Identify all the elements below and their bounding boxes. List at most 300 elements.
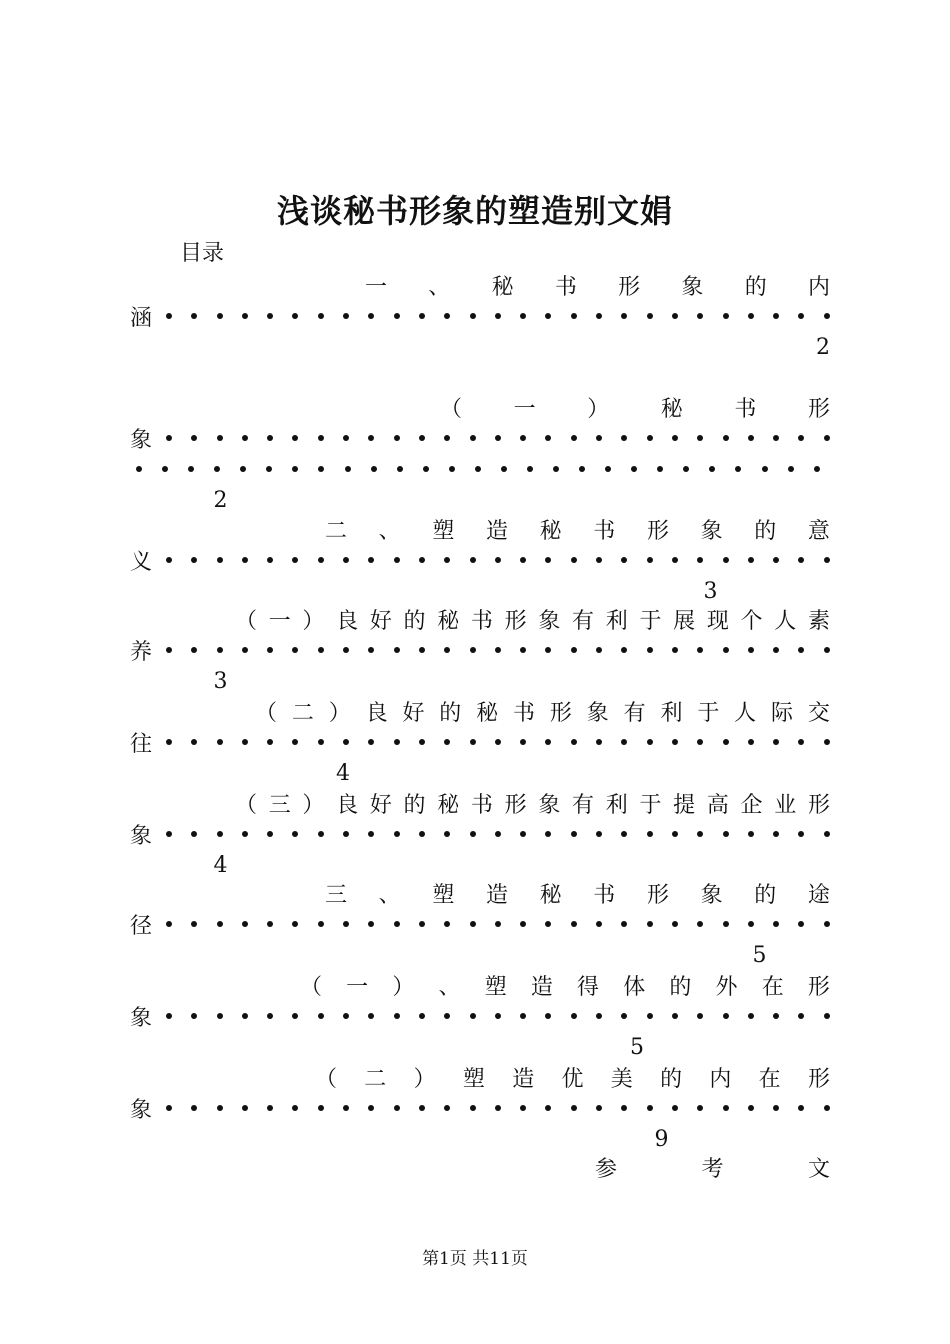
leader-dot [267, 313, 273, 319]
heading-char: 造 [485, 882, 508, 908]
heading-char: 二 [291, 700, 314, 726]
heading-char: 良 [336, 608, 359, 634]
toc-page-number: 2 [213, 487, 228, 513]
toc-references-heading [595, 1150, 830, 1184]
heading-char: 提 [673, 792, 696, 818]
heading-char: 一 [513, 396, 536, 422]
leader-dot [267, 647, 273, 653]
leader-dot [520, 1013, 526, 1019]
leader-dot [343, 647, 349, 653]
leader-dot [242, 921, 248, 927]
heading-char: 书 [734, 396, 757, 422]
leader-dot [501, 466, 507, 472]
leader-dots [166, 313, 830, 319]
leader-dot [748, 739, 754, 745]
leader-dot [444, 557, 450, 563]
leader-dot [723, 831, 729, 837]
leader-dot [814, 466, 820, 472]
leader-dots [166, 557, 830, 563]
leader-dot [672, 435, 678, 441]
heading-char: 外 [715, 974, 738, 1000]
leader-dot [191, 739, 197, 745]
heading-char: 秘 [660, 396, 683, 422]
leader-dot [723, 1105, 729, 1111]
leader-dot [723, 557, 729, 563]
leader-dot [571, 831, 577, 837]
leader-dot [267, 1013, 273, 1019]
toc-label: 目录 [180, 241, 225, 266]
leader-dot [824, 921, 830, 927]
leader-dot [419, 739, 425, 745]
leader-dot [470, 313, 476, 319]
leader-dot [824, 647, 830, 653]
toc-tail-line [130, 330, 830, 364]
leader-dot [419, 921, 425, 927]
leader-dot [318, 739, 324, 745]
leader-dot [571, 1105, 577, 1111]
leader-dot [191, 1013, 197, 1019]
leader-dot [798, 647, 804, 653]
heading-char: 际 [771, 700, 794, 726]
leader-dot [571, 739, 577, 745]
leader-dot [191, 557, 197, 563]
heading-char: 的 [754, 518, 777, 544]
heading-char: 文 [807, 1156, 830, 1182]
heading-char: 于 [697, 700, 720, 726]
heading-char: 利 [605, 792, 628, 818]
toc-entry-heading [255, 694, 830, 728]
heading-char: 好 [369, 792, 392, 818]
heading-char: 的 [669, 974, 692, 1000]
leader-dot [596, 1105, 602, 1111]
leader-dot [709, 466, 715, 472]
leader-dot [798, 313, 804, 319]
heading-char: 个 [740, 608, 763, 634]
leader-dot [824, 1013, 830, 1019]
leader-dot [571, 313, 577, 319]
leader-dot [444, 921, 450, 927]
leader-dot [748, 435, 754, 441]
heading-char: 考 [701, 1156, 724, 1182]
toc-entry-lead-char: 象 [130, 823, 153, 849]
leader-dot [394, 921, 400, 927]
leader-dot [217, 921, 223, 927]
leader-dot [647, 921, 653, 927]
leader-dot [449, 466, 455, 472]
heading-char: 在 [758, 1066, 781, 1092]
leader-dot [579, 466, 585, 472]
leader-dot [824, 557, 830, 563]
leader-dot [343, 921, 349, 927]
leader-dot [267, 739, 273, 745]
leader-dot [242, 313, 248, 319]
heading-char: （ [255, 700, 278, 726]
leader-dot [605, 466, 611, 472]
heading-char: 象 [538, 608, 561, 634]
leader-dot [292, 466, 298, 472]
leader-dot [267, 557, 273, 563]
heading-char: 的 [744, 274, 767, 300]
toc-page-number: 3 [213, 668, 228, 694]
leader-dot [773, 831, 779, 837]
leader-dot [242, 831, 248, 837]
leader-dot [368, 1013, 374, 1019]
heading-char: 体 [623, 974, 646, 1000]
leader-dot [596, 739, 602, 745]
heading-char: 良 [336, 792, 359, 818]
heading-char: 二 [325, 518, 348, 544]
leader-dot [773, 647, 779, 653]
heading-char: 、 [378, 518, 401, 544]
leader-dot [723, 435, 729, 441]
leader-dot [697, 921, 703, 927]
leader-dot [217, 739, 223, 745]
leader-dot [470, 1105, 476, 1111]
leader-dot [697, 739, 703, 745]
heading-char: 的 [403, 792, 426, 818]
leader-dot [368, 1105, 374, 1111]
leader-dot [545, 557, 551, 563]
toc-entry-heading [325, 876, 830, 910]
leader-dot [242, 557, 248, 563]
leader-dot [242, 739, 248, 745]
leader-dot [368, 831, 374, 837]
heading-char: 书 [470, 608, 493, 634]
leader-dot [292, 313, 298, 319]
heading-char: 好 [402, 700, 425, 726]
leader-dot [723, 739, 729, 745]
leader-dot [723, 1013, 729, 1019]
leader-dot [419, 1013, 425, 1019]
leader-dot [394, 1013, 400, 1019]
leader-dot [318, 435, 324, 441]
leader-dot [292, 435, 298, 441]
heading-char: 形 [504, 792, 527, 818]
heading-char: 秘 [437, 608, 460, 634]
leader-dot [318, 466, 324, 472]
leader-dot [520, 831, 526, 837]
leader-dot [553, 466, 559, 472]
leader-dot [292, 1013, 298, 1019]
leader-dot [394, 739, 400, 745]
leader-dot [596, 1013, 602, 1019]
leader-dot [368, 313, 374, 319]
leader-dot [773, 1013, 779, 1019]
page-footer: 第1页 共11页 [422, 1249, 528, 1269]
leader-dot [697, 647, 703, 653]
toc-leader-line [130, 907, 830, 941]
leader-dot [242, 1013, 248, 1019]
heading-char: 参 [595, 1156, 618, 1182]
heading-char: 交 [807, 700, 830, 726]
leader-dot [773, 557, 779, 563]
leader-dot [470, 1013, 476, 1019]
leader-dot [545, 1105, 551, 1111]
heading-char: 、 [428, 274, 451, 300]
toc-entry-heading [235, 786, 830, 820]
leader-dot [621, 739, 627, 745]
leader-dot [419, 435, 425, 441]
toc-entry-lead-char: 涵 [130, 305, 153, 331]
leader-dot [495, 435, 501, 441]
leader-dot [475, 466, 481, 472]
leader-dot [596, 557, 602, 563]
heading-char: 、 [378, 882, 401, 908]
leader-dot [657, 466, 663, 472]
leader-dot [672, 313, 678, 319]
toc-entry-heading [315, 1060, 830, 1094]
leader-dot [621, 557, 627, 563]
heading-char: 书 [470, 792, 493, 818]
leader-dot [672, 1105, 678, 1111]
leader-dot [798, 921, 804, 927]
toc-page-number: 3 [703, 578, 718, 604]
leader-dot [166, 831, 172, 837]
leader-dot [672, 831, 678, 837]
leader-dot [267, 921, 273, 927]
toc-page-number: 2 [816, 334, 830, 360]
heading-char: 意 [807, 518, 830, 544]
leader-dot [545, 739, 551, 745]
toc-entry-lead-char: 径 [130, 913, 153, 939]
leader-dot [748, 1105, 754, 1111]
leader-dot [368, 557, 374, 563]
leader-dot [520, 739, 526, 745]
heading-char: ） [587, 396, 610, 422]
toc-entry-lead-char: 象 [130, 1005, 153, 1031]
leader-dot [292, 921, 298, 927]
leader-dot [520, 313, 526, 319]
heading-char: 象 [538, 792, 561, 818]
heading-char: 有 [572, 792, 595, 818]
leader-dot [191, 831, 197, 837]
heading-char: 秘 [476, 700, 499, 726]
leader-dots [166, 831, 830, 837]
heading-char: 的 [403, 608, 426, 634]
leader-dot [571, 921, 577, 927]
leader-dot [495, 1105, 501, 1111]
leader-dot [444, 739, 450, 745]
heading-char: 一 [346, 974, 369, 1000]
leader-dot [166, 647, 172, 653]
leader-dot [318, 557, 324, 563]
leader-dot [166, 435, 172, 441]
leader-dots [166, 647, 830, 653]
page-title: 浅谈秘书形象的塑造别文娟 [276, 192, 673, 230]
heading-char: 良 [365, 700, 388, 726]
leader-dot [762, 466, 768, 472]
leader-dot [672, 921, 678, 927]
heading-char: 书 [593, 882, 616, 908]
heading-char: 塑 [462, 1066, 485, 1092]
heading-char: 展 [673, 608, 696, 634]
leader-dot [470, 921, 476, 927]
leader-dot [596, 435, 602, 441]
heading-char: 塑 [432, 518, 455, 544]
leader-dots [166, 1013, 830, 1019]
leader-dot [621, 435, 627, 441]
leader-dot [394, 647, 400, 653]
leader-dot [318, 647, 324, 653]
heading-char: （ [235, 608, 258, 634]
leader-dot [318, 1105, 324, 1111]
leader-dot [166, 557, 172, 563]
heading-char: 秘 [539, 882, 562, 908]
heading-char: 形 [807, 396, 830, 422]
leader-dot [647, 1105, 653, 1111]
leader-dot [343, 1013, 349, 1019]
heading-char: 塑 [484, 974, 507, 1000]
leader-dot [217, 435, 223, 441]
toc-page-number: 5 [752, 942, 767, 968]
heading-char: 美 [610, 1066, 633, 1092]
toc-entry-lead-char: 象 [130, 427, 153, 453]
toc-tail-line [130, 664, 830, 698]
heading-char: 于 [639, 792, 662, 818]
toc-entry-lead-char: 养 [130, 639, 153, 665]
leader-dot [735, 466, 741, 472]
leader-dot [292, 831, 298, 837]
heading-char: ） [413, 1066, 436, 1092]
leader-dot [343, 557, 349, 563]
leader-dot [495, 1013, 501, 1019]
toc-leader-line [130, 421, 830, 455]
leader-dot [470, 831, 476, 837]
leader-dot [191, 921, 197, 927]
heading-char: 书 [513, 700, 536, 726]
leader-dot [318, 313, 324, 319]
heading-char: 书 [593, 518, 616, 544]
toc-entry-heading [300, 968, 830, 1002]
leader-dot [166, 1105, 172, 1111]
leader-dot [371, 466, 377, 472]
leader-dots [166, 1105, 830, 1111]
leader-dot [394, 831, 400, 837]
leader-dot [520, 557, 526, 563]
heading-char: 利 [605, 608, 628, 634]
leader-dot [368, 921, 374, 927]
leader-dot [571, 557, 577, 563]
leader-dot [697, 557, 703, 563]
leader-dot [394, 313, 400, 319]
leader-dot [343, 739, 349, 745]
leader-dots [166, 921, 830, 927]
leader-dot [242, 647, 248, 653]
leader-dot [242, 435, 248, 441]
leader-dot [419, 647, 425, 653]
toc-tail-line [130, 938, 830, 972]
leader-dot [520, 435, 526, 441]
heading-char: 二 [364, 1066, 387, 1092]
leader-dot [495, 647, 501, 653]
leader-dot [773, 739, 779, 745]
leader-dot [343, 1105, 349, 1111]
heading-char: （ [235, 792, 258, 818]
leader-dot [162, 466, 168, 472]
heading-char: 书 [554, 274, 577, 300]
leader-dot [267, 1105, 273, 1111]
leader-dot [672, 557, 678, 563]
heading-char: 有 [572, 608, 595, 634]
leader-dot [773, 1105, 779, 1111]
leader-dot [166, 739, 172, 745]
leader-dot [672, 1013, 678, 1019]
leader-dot [217, 1013, 223, 1019]
heading-char: 的 [660, 1066, 683, 1092]
leader-dot [470, 739, 476, 745]
leader-dot [292, 739, 298, 745]
leader-dot [191, 647, 197, 653]
leader-dot [419, 831, 425, 837]
leader-dot [394, 557, 400, 563]
heading-char: 现 [706, 608, 729, 634]
heading-char: 好 [369, 608, 392, 634]
leader-dot [394, 435, 400, 441]
heading-char: 利 [660, 700, 683, 726]
leader-dot [596, 921, 602, 927]
heading-char: ） [302, 792, 325, 818]
leader-dot [136, 466, 142, 472]
leader-dot [191, 313, 197, 319]
leader-dot [748, 921, 754, 927]
heading-char: 人 [774, 608, 797, 634]
toc-entry-heading [440, 390, 830, 424]
leader-dot [191, 435, 197, 441]
heading-char: 形 [807, 792, 830, 818]
toc-entry-heading [365, 268, 830, 302]
leader-dot [217, 831, 223, 837]
leader-dot [217, 1105, 223, 1111]
leader-dot [545, 1013, 551, 1019]
leader-dot [748, 1013, 754, 1019]
toc-tail-line [130, 756, 830, 790]
heading-char: 形 [646, 882, 669, 908]
heading-char: 高 [706, 792, 729, 818]
heading-char: 形 [504, 608, 527, 634]
leader-dot [419, 557, 425, 563]
leader-dot [748, 647, 754, 653]
leader-dot [631, 466, 637, 472]
leader-dot [318, 831, 324, 837]
leader-dot [824, 739, 830, 745]
leader-dot [527, 466, 533, 472]
leader-dot [214, 466, 220, 472]
leader-dot [292, 1105, 298, 1111]
leader-dot [444, 435, 450, 441]
heading-char: （ [300, 974, 323, 1000]
leader-dot [798, 831, 804, 837]
heading-char: 形 [646, 518, 669, 544]
leader-dot [647, 313, 653, 319]
leader-dot [444, 1105, 450, 1111]
heading-char: ） [392, 974, 415, 1000]
leader-dot [824, 831, 830, 837]
leader-dot [748, 557, 754, 563]
toc-leader-line [130, 725, 830, 759]
leader-dot [596, 313, 602, 319]
heading-char: 得 [577, 974, 600, 1000]
heading-char: 人 [734, 700, 757, 726]
leader-dot [596, 647, 602, 653]
leader-dot [217, 313, 223, 319]
toc-tail-line [130, 1030, 830, 1064]
leader-dot [647, 557, 653, 563]
leader-dot [520, 1105, 526, 1111]
leader-dot [318, 921, 324, 927]
leader-dot [621, 647, 627, 653]
leader-dot [697, 435, 703, 441]
heading-char: 一 [268, 608, 291, 634]
